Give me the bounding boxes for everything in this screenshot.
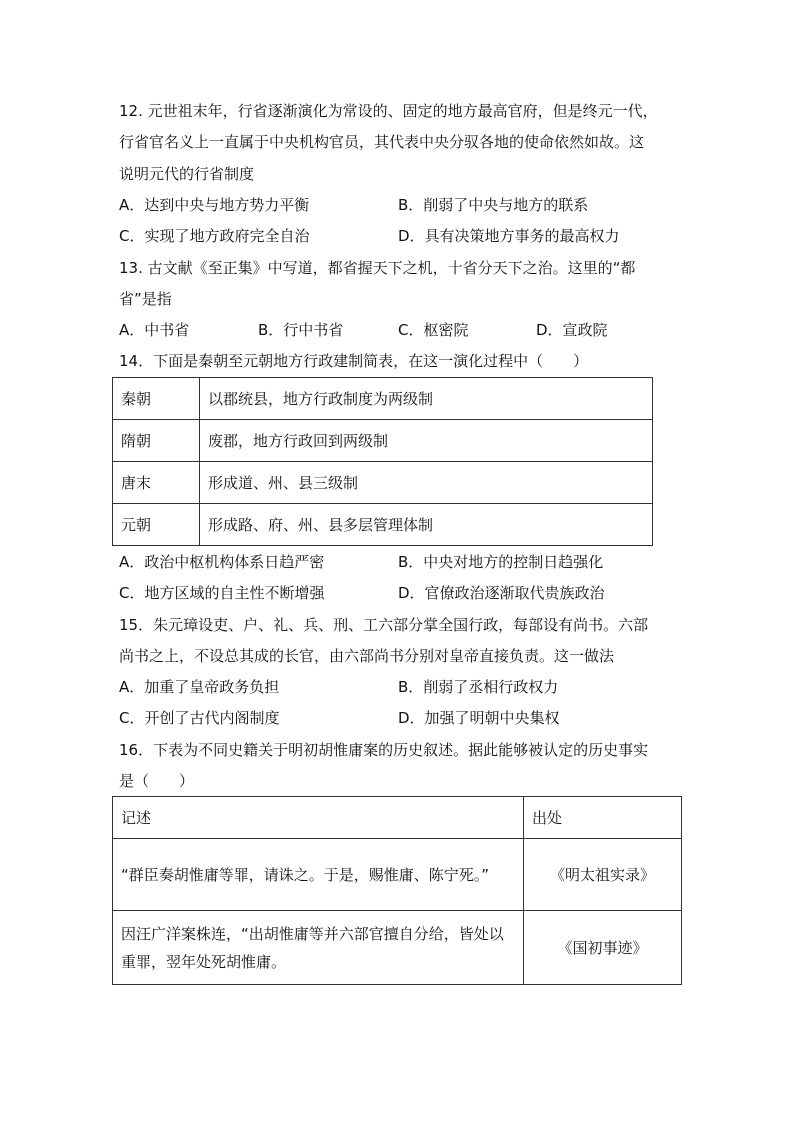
system-cell: 形成路、府、州、县多层管理体制 [200,504,653,546]
dynasty-cell: 元朝 [113,504,200,546]
q12-option-d: D．具有决策地方事务的最高权力 [398,227,620,245]
q15-option-c: C．开创了古代内阁制度 [119,709,280,727]
q12-stem-line3: 说明元代的行省制度 [119,165,255,183]
q12-option-c: C．实现了地方政府完全自治 [119,227,310,245]
system-cell: 以郡统县，地方行政制度为两级制 [200,378,653,420]
q13-option-c: C．枢密院 [398,321,469,339]
q12-stem-line1: 12. 元世祖末年，行省逐渐演化为常设的、固定的地方最高官府，但是终元一代， [119,102,658,120]
q14-option-b: B．中央对地方的控制日趋强化 [398,553,604,571]
table-row [113,378,653,420]
q14-option-a: A．政治中枢机构体系日趋严密 [119,553,325,571]
table-row [113,420,653,462]
system-cell: 废郡，地方行政回到两级制 [200,420,653,462]
q15-stem-line2: 尚书之上，不设总其成的长官，由六部尚书分别对皇帝直接负责。这一做法 [119,647,615,665]
table-row [113,839,682,911]
q15-option-b: B．削弱了丞相行政权力 [398,678,559,696]
q12-option-b: B．削弱了中央与地方的联系 [398,196,589,214]
system-cell: 形成道、州、县三级制 [200,462,653,504]
q12-stem-line2: 行省官名义上一直属于中央机构官员，其代表中央分驭各地的使命依然如故。这 [119,133,645,151]
q12-option-a: A．达到中央与地方势力平衡 [119,196,310,214]
q14-dynasty-table [112,377,653,546]
dynasty-cell: 唐末 [113,462,200,504]
source-cell: 《明太祖实录》 [524,839,682,911]
account-cell: “群臣奏胡惟庸等罪，请诛之。于是，赐惟庸、陈宁死。” [113,839,524,911]
table-header-row [113,797,682,839]
table-row [113,504,653,546]
q15-stem-line1: 15．朱元璋设吏、户、礼、兵、刑、工六部分掌全国行政，每部设有尚书。六部 [119,616,649,634]
source-cell: 《国初事迹》 [524,911,682,985]
q14-stem-line1: 14．下面是秦朝至元朝地方行政建制简表，在这一演化过程中（ ） [119,352,589,370]
table-row [113,462,653,504]
account-cell: 因汪广洋案株连，“出胡惟庸等并六部官擅自分给，皆处以重罪，翌年处死胡惟庸。 [113,911,524,985]
q16-stem-line2: 是（ ） [119,772,195,790]
table-row [113,911,682,985]
dynasty-cell: 隋朝 [113,420,200,462]
q13-stem-line2: 省”是指 [119,290,172,308]
header-account: 记述 [113,797,524,839]
q14-option-c: C．地方区域的自主性不断增强 [119,584,325,602]
q15-option-d: D．加强了明朝中央集权 [398,709,560,727]
dynasty-cell: 秦朝 [113,378,200,420]
q16-stem-line1: 16．下表为不同史籍关于明初胡惟庸案的历史叙述。据此能够被认定的历史事实 [119,741,649,759]
q13-stem-line1: 13. 古文献《至正集》中写道，都省握天下之机，十省分天下之治。这里的“都 [119,259,636,277]
q13-option-b: B．行中书省 [258,321,344,339]
q13-option-d: D．宣政院 [536,321,608,339]
q14-option-d: D．官僚政治逐渐取代贵族政治 [398,584,605,602]
q15-option-a: A．加重了皇帝政务负担 [119,678,280,696]
q16-source-table [112,796,682,985]
q13-option-a: A．中书省 [119,321,190,339]
header-source: 出处 [524,797,682,839]
